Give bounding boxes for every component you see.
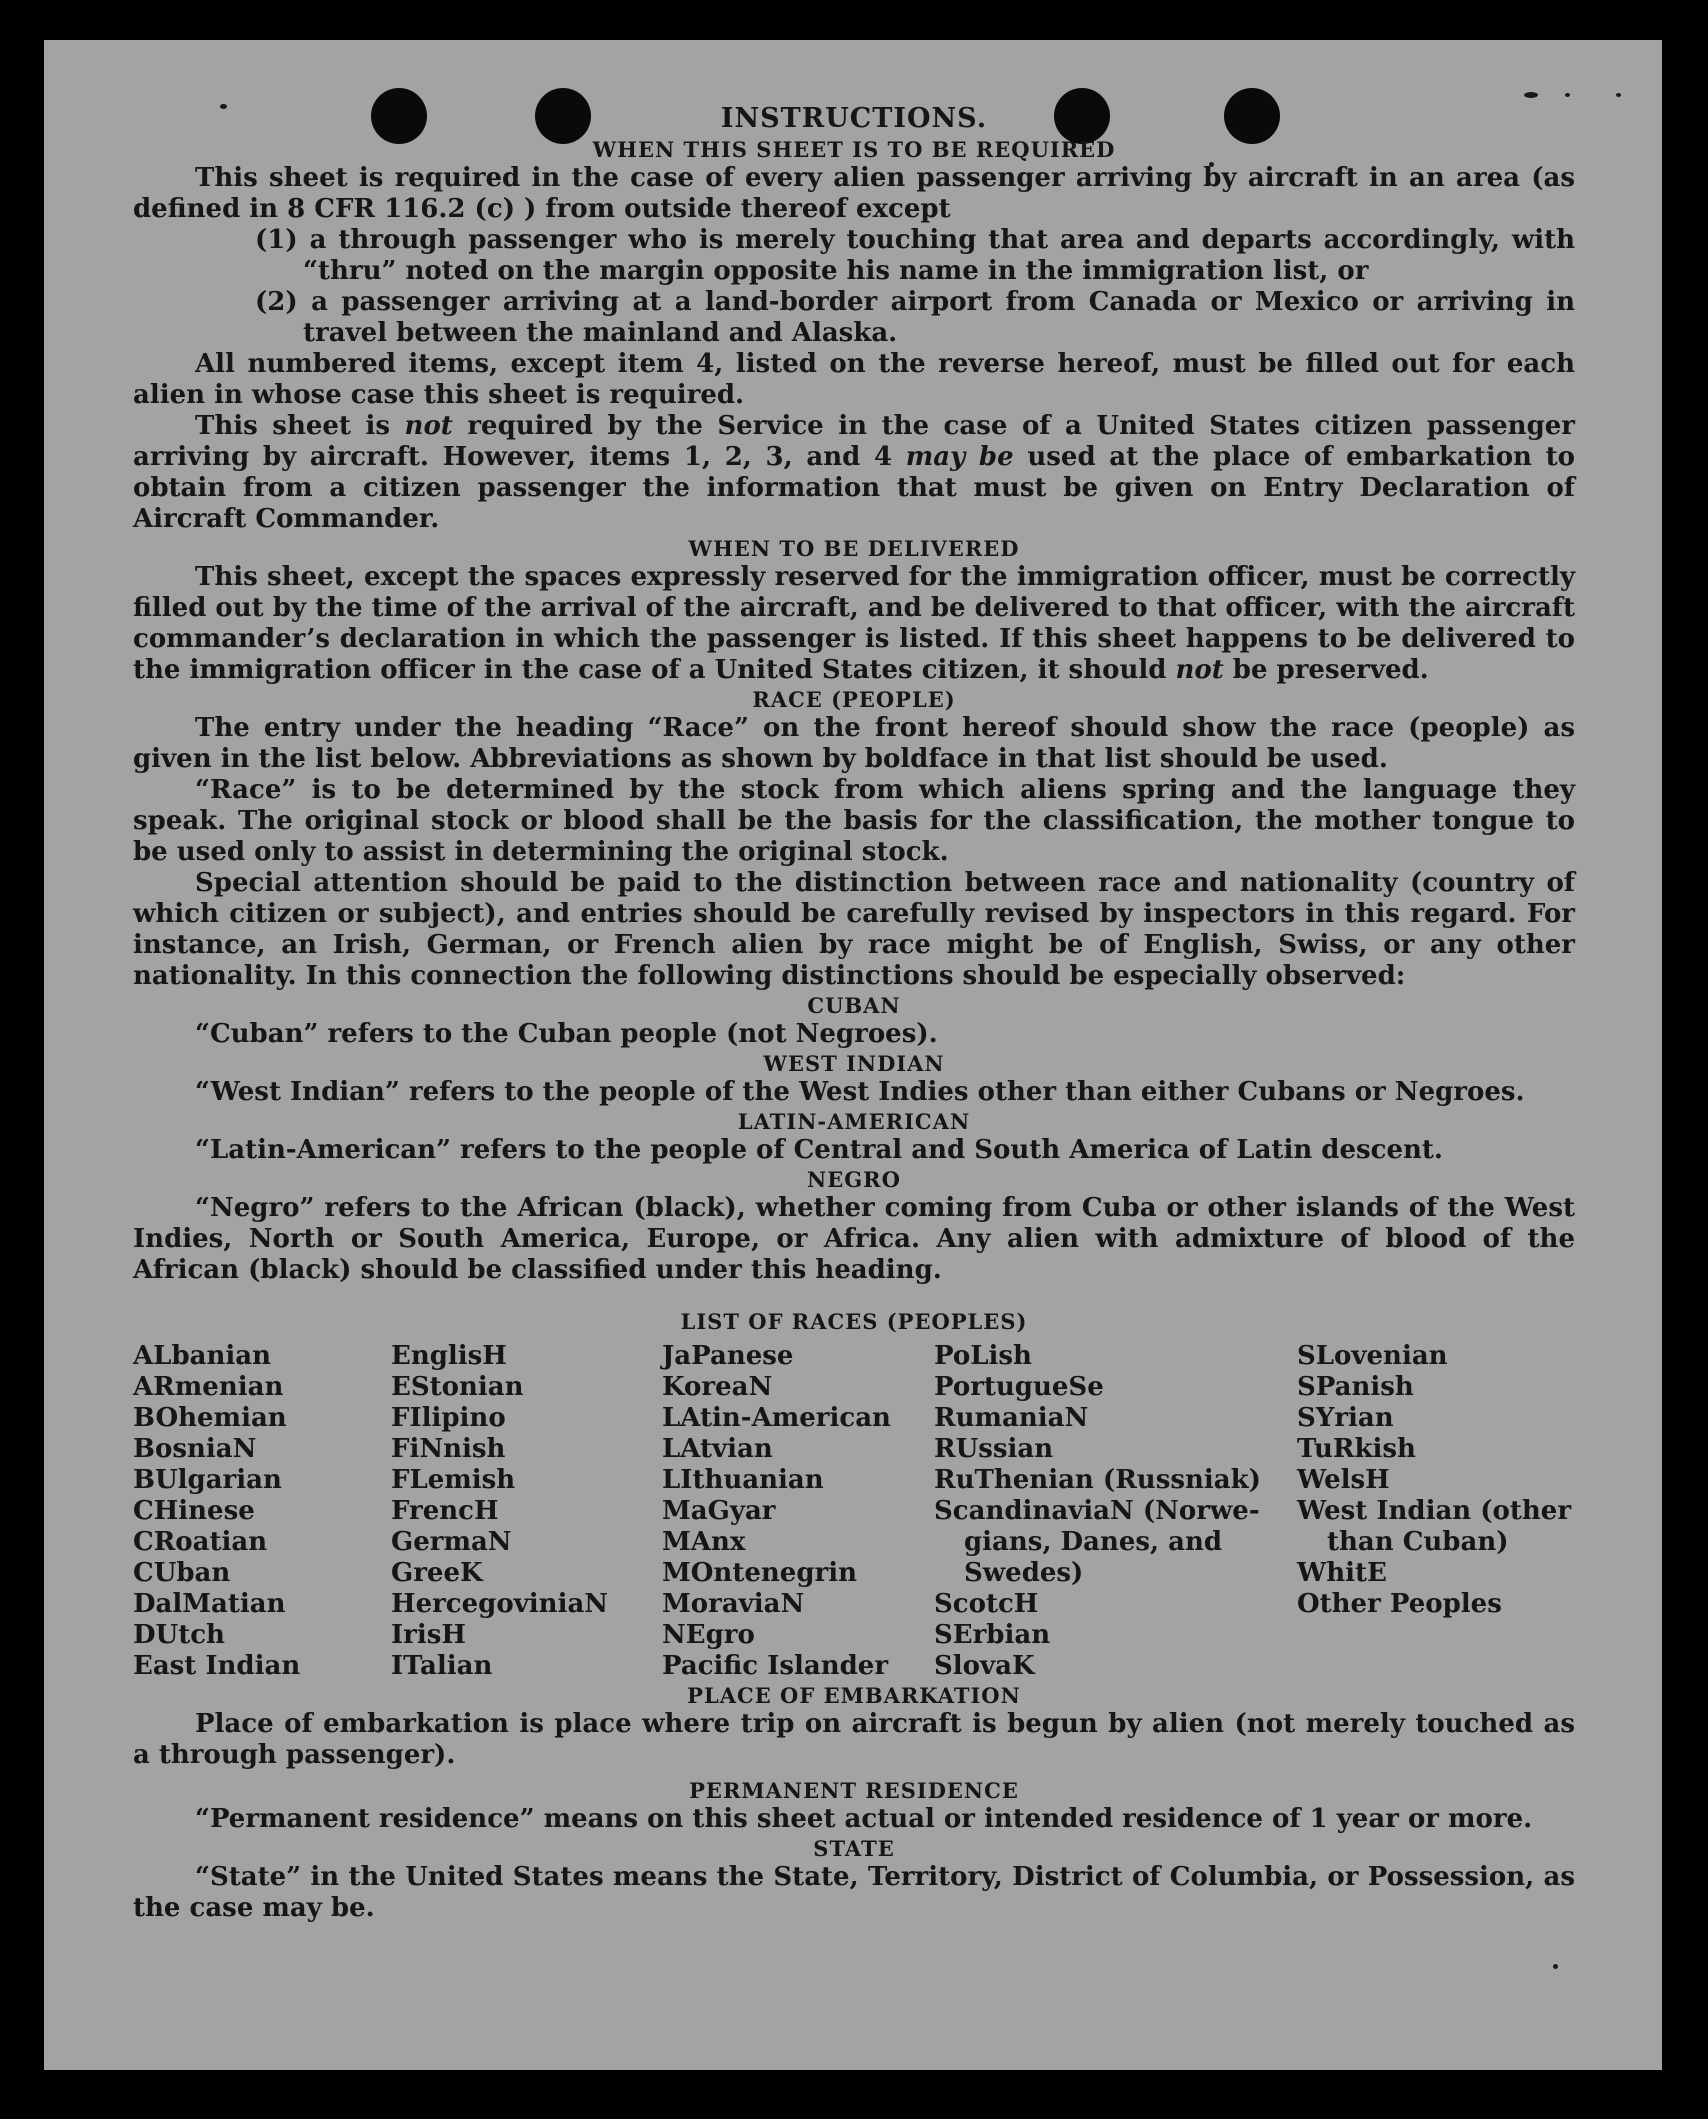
race-item: West Indian (other	[1297, 1496, 1572, 1526]
race-item: JaPanese	[662, 1341, 794, 1371]
speck	[1616, 93, 1621, 97]
race-item: CHinese	[133, 1496, 255, 1526]
race-item: EStonian	[391, 1372, 524, 1402]
race-item: HercegoviniaN	[391, 1589, 609, 1619]
text-span: used at the place of embarkation to obtain from a citizen passenger the information that must be given on Entry Declaration of Aircraft Commander.	[133, 442, 1575, 534]
race-item: RUssian	[934, 1434, 1054, 1464]
race-item: SLovenian	[1297, 1341, 1448, 1371]
race-item: SlovaK	[934, 1651, 1035, 1681]
paragraph: This sheet is required in the case of every alien passenger arriving by aircraft in an area (as defined in 8 CFR 116.2 (c) ) from outside thereof except	[133, 163, 1575, 224]
race-item: PoLish	[934, 1341, 1032, 1371]
emphasis: not	[1175, 655, 1224, 685]
speck	[1565, 93, 1570, 97]
section-heading: WEST INDIAN	[763, 1051, 945, 1076]
race-item: CUban	[133, 1558, 231, 1588]
race-item: WhitE	[1297, 1558, 1387, 1588]
paragraph: “State” in the United States means the State, Territory, District of Columbia, or Possession, as the case may be.	[133, 1862, 1575, 1923]
race-item: PortugueSe	[934, 1372, 1104, 1402]
text-span: This sheet, except the spaces expressly reserved for the immigration officer, must be correctly filled out by the time of the arrival of the aircraft, and be delivered to that officer, with the aircraft commander’s declaration in which the passenger is listed. If this sheet happens to be delivered to the immigration officer in the case of a United States citizen, it should	[133, 562, 1575, 685]
page-title: INSTRUCTIONS.	[720, 103, 988, 134]
paragraph: All numbered items, except item 4, listed on the reverse hereof, must be filled out for each alien in whose case this sheet is required.	[133, 349, 1575, 410]
race-item: RumaniaN	[934, 1403, 1089, 1433]
paragraph	[133, 562, 1575, 686]
speck	[1524, 92, 1538, 98]
section-heading: PERMANENT RESIDENCE	[689, 1778, 1019, 1803]
race-item: MaGyar	[662, 1496, 776, 1526]
race-item: FrencH	[391, 1496, 499, 1526]
section-heading: STATE	[813, 1836, 895, 1861]
emphasis: not	[404, 411, 453, 441]
race-item: KoreaN	[662, 1372, 773, 1402]
race-item: ScandinaviaN (Norwe-	[934, 1496, 1260, 1526]
race-column	[391, 1341, 662, 1682]
text-span: be preserved.	[1223, 655, 1429, 685]
race-item: EnglisH	[391, 1341, 507, 1371]
paragraph	[133, 411, 1575, 535]
text-span: This sheet is	[195, 411, 405, 441]
race-item: BosniaN	[133, 1434, 257, 1464]
race-item: DUtch	[133, 1620, 225, 1650]
paragraph: “Cuban” refers to the Cuban people (not Negroes).	[195, 1019, 938, 1049]
paragraph: Special attention should be paid to the distinction between race and nationality (country of which citizen or subject), and entries should be carefully revised by inspectors in this regard. For instance, an Irish, German, or French alien by race might be of English, Swiss, or any other nationality. In this connection the following distinctions should be especially observed:	[133, 868, 1575, 991]
section-heading: LIST OF RACES (PEOPLES)	[680, 1309, 1028, 1334]
race-item: CRoatian	[133, 1527, 268, 1557]
race-item: FiNnish	[391, 1434, 506, 1464]
race-item: MoraviaN	[662, 1589, 805, 1619]
race-item: GermaN	[391, 1527, 512, 1557]
race-item: BUlgarian	[133, 1465, 282, 1495]
race-item: SYrian	[1297, 1403, 1394, 1433]
race-column	[934, 1341, 1297, 1682]
paragraph: “Negro” refers to the African (black), whether coming from Cuba or other islands of the West Indies, North or South America, Europe, or Africa. Any alien with admixture of blood of the African (black) should be classified under this heading.	[133, 1193, 1575, 1285]
section-heading: RACE (PEOPLE)	[752, 687, 956, 712]
race-item: ARmenian	[133, 1372, 284, 1402]
race-item: ScotcH	[934, 1589, 1039, 1619]
race-item: SPanish	[1297, 1372, 1414, 1402]
list-item: (2) a passenger arriving at a land-border airport from Canada or Mexico or arriving in travel between the mainland and Alaska.	[255, 287, 1575, 348]
paragraph: “Race” is to be determined by the stock from which aliens spring and the language they speak. The original stock or blood shall be the basis for the classification, the mother tongue to be used only to assist in determining the original stock.	[133, 775, 1575, 867]
text-span: required by the Service in the case of a United States citizen passenger arriving by aircraft. However, items 1, 2, 3, and 4	[133, 411, 1576, 472]
list-item: (1) a through passenger who is merely touching that area and departs accordingly, with “thru” noted on the margin opposite his name in the immigration list, or	[255, 225, 1575, 286]
race-item: IrisH	[391, 1620, 466, 1650]
race-item: MOntenegrin	[662, 1558, 857, 1588]
race-item: FIlipino	[391, 1403, 506, 1433]
race-item: TuRkish	[1297, 1434, 1416, 1464]
race-column	[662, 1341, 934, 1682]
paragraph: Place of embarkation is place where trip on aircraft is begun by alien (not merely touched as a through passenger).	[133, 1709, 1575, 1770]
race-item: ALbanian	[133, 1341, 272, 1371]
race-item: RuThenian (Russniak)	[934, 1465, 1261, 1495]
section-heading: LATIN-AMERICAN	[737, 1109, 971, 1134]
race-item: BOhemian	[133, 1403, 287, 1433]
race-item: LAtin-American	[662, 1403, 891, 1433]
paragraph: The entry under the heading “Race” on the front hereof should show the race (people) as given in the list below. Abbreviations as shown by boldface in that list should be used.	[133, 713, 1575, 774]
race-item: Swedes)	[964, 1558, 1084, 1588]
race-item: ITalian	[391, 1651, 493, 1681]
race-item: GreeK	[391, 1558, 483, 1588]
race-item: Pacific Islander	[662, 1651, 889, 1681]
race-item: LIthuanian	[662, 1465, 824, 1495]
section-heading: NEGRO	[807, 1167, 901, 1192]
race-item: Other Peoples	[1297, 1589, 1502, 1619]
instructions-content	[133, 102, 1575, 1924]
paragraph: “Permanent residence” means on this sheet actual or intended residence of 1 year or more.	[195, 1804, 1533, 1834]
section-heading: WHEN TO BE DELIVERED	[688, 536, 1020, 561]
race-item: FLemish	[391, 1465, 516, 1495]
race-item: DalMatian	[133, 1589, 286, 1619]
race-item: WelsH	[1297, 1465, 1390, 1495]
race-item: East Indian	[133, 1651, 301, 1681]
section-heading: CUBAN	[807, 993, 901, 1018]
race-item: LAtvian	[662, 1434, 773, 1464]
race-list	[133, 1341, 1575, 1682]
paragraph: “West Indian” refers to the people of the West Indies other than either Cubans or Negroes.	[195, 1077, 1525, 1107]
race-item: MAnx	[662, 1527, 746, 1557]
paragraph: “Latin-American” refers to the people of Central and South America of Latin descent.	[195, 1135, 1443, 1165]
section-heading: PLACE OF EMBARKATION	[687, 1683, 1021, 1708]
section-heading: WHEN THIS SHEET IS TO BE REQUIRED	[592, 137, 1116, 162]
race-column	[133, 1341, 391, 1682]
race-column	[1297, 1341, 1575, 1682]
race-item: than Cuban)	[1327, 1527, 1509, 1557]
race-item: gians, Danes, and	[964, 1527, 1223, 1557]
emphasis: may be	[905, 442, 1014, 472]
race-item: NEgro	[662, 1620, 755, 1650]
race-item: SErbian	[934, 1620, 1051, 1650]
speck	[1553, 1964, 1558, 1969]
